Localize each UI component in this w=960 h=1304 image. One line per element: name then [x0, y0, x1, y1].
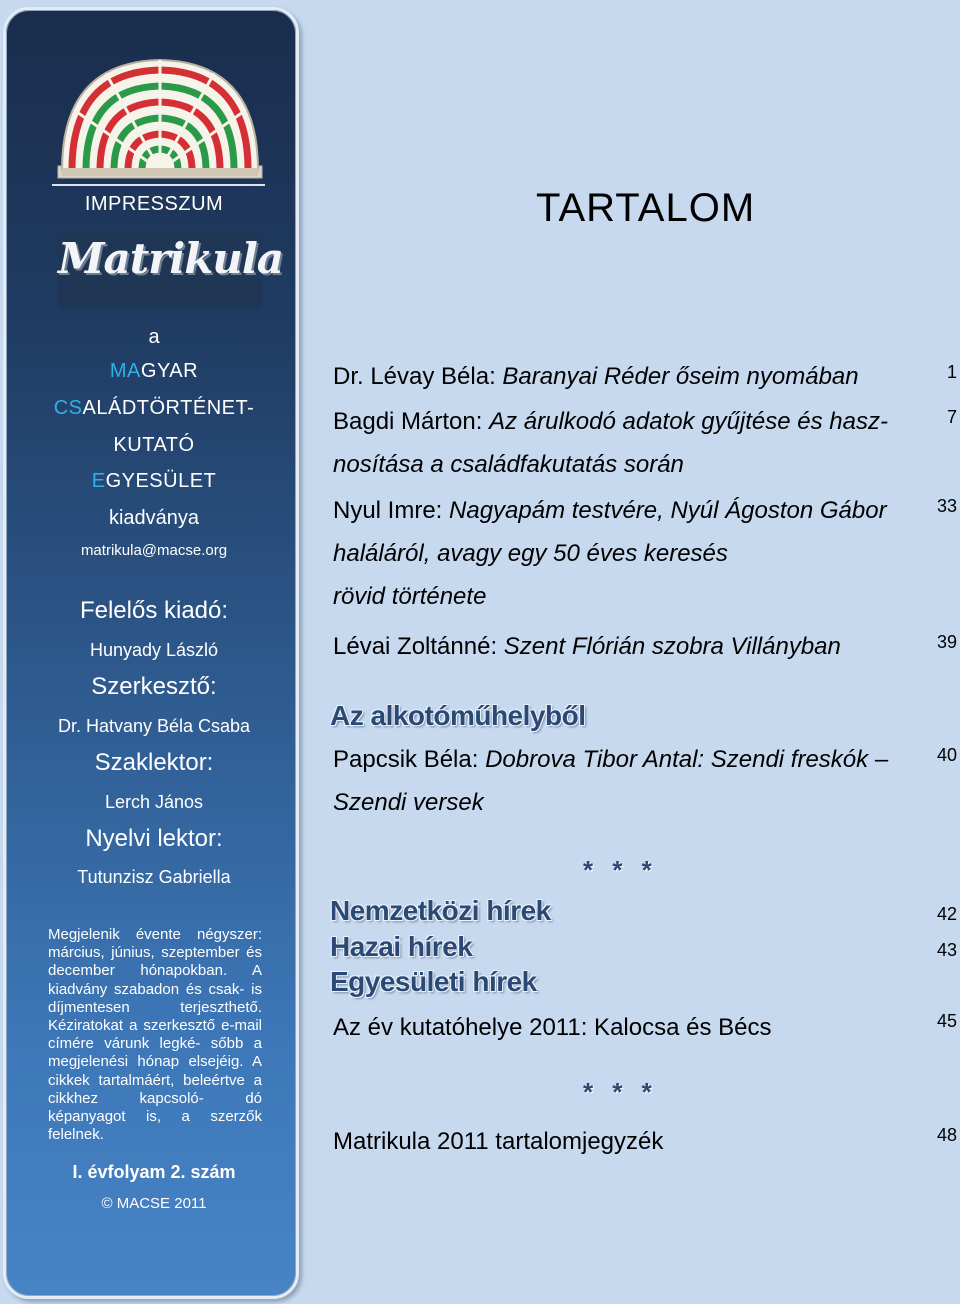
- impresszum-heading: IMPRESSZUM: [84, 193, 224, 215]
- toc-entry[interactable]: [333, 489, 913, 618]
- role-editor: Szerkesztő:: [91, 673, 217, 700]
- toc-article-title: Baranyai Réder őseim nyomában: [502, 363, 859, 390]
- toc-entry[interactable]: [333, 355, 913, 398]
- section-heading-domestic-news[interactable]: Hazai hírek: [330, 931, 473, 962]
- person-language-reviewer: Tutunzisz Gabriella: [77, 867, 231, 887]
- toc-article-title-cont: haláláról, avagy egy 50 éves keresés: [333, 540, 728, 567]
- publisher-a: a: [148, 326, 160, 348]
- section-heading-workshop: Az alkotóműhelyből: [330, 700, 586, 731]
- person-expert-reviewer: Lerch János: [104, 792, 204, 812]
- role-expert-reviewer: Szaklektor:: [94, 749, 214, 776]
- toc-title: TARTALOM: [536, 186, 756, 230]
- section-separator: * * *: [583, 855, 658, 885]
- role-publisher: Felelős kiadó:: [79, 597, 229, 624]
- toc-article-title: Szent Flórián szobra Villányban: [503, 633, 841, 660]
- person-publisher: Hunyady László: [89, 640, 219, 660]
- toc-page-number: 40: [936, 745, 957, 765]
- logo-divider: [52, 184, 265, 186]
- toc-article-title: Nagyapám testvére, Nyúl Ágoston Gábor: [449, 497, 887, 524]
- toc-page-number: 7: [946, 407, 957, 427]
- section-heading-association-news[interactable]: Egyesületi hírek: [330, 966, 537, 997]
- org-name-line4: EGYESÜLET: [91, 470, 217, 492]
- toc-entry[interactable]: [333, 625, 913, 668]
- toc-page-number: 1: [946, 362, 957, 382]
- role-language-reviewer: Nyelvi lektor:: [85, 825, 223, 852]
- toc-page-number: 42: [936, 904, 957, 924]
- copyright: © MACSE 2011: [101, 1195, 207, 1212]
- toc-entry[interactable]: [333, 738, 913, 824]
- publication-notice: Megjelenik évente négyszer: március, június, szeptember és december hónapokban. A kiadvány szabadon és csak- is díjmentesen terjeszthető. Kéziratokat a szerkesztő e-mail címére várunk legké- sőbb a megjelenési hónap elsejéig. A cikkek tartalmáért, beleértve a cikkhez kapcsoló- dó képanyagot is, a szerzők felelnek.: [48, 926, 263, 1144]
- section-heading-international-news[interactable]: Nemzetközi hírek: [330, 895, 551, 926]
- toc-article-title-cont: Szendi versek: [333, 789, 484, 816]
- toc-author: Lévai Zoltánné:: [333, 633, 498, 660]
- impressum-sidebar: [3, 7, 299, 1299]
- masthead: [58, 232, 283, 308]
- publication-label: kiadványa: [108, 507, 200, 529]
- toc-entry[interactable]: Az év kutatóhelye 2011: Kalocsa és Bécs: [333, 1014, 772, 1041]
- toc-page-number: 33: [936, 496, 957, 516]
- toc-page-number: 45: [936, 1011, 957, 1031]
- macse-logo: [54, 50, 266, 186]
- toc-article-title: Dobrova Tibor Antal: Szendi freskók –: [485, 746, 889, 773]
- toc-page-number: 48: [936, 1125, 957, 1145]
- toc-entry[interactable]: Matrikula 2011 tartalomjegyzék: [333, 1128, 664, 1155]
- toc-page-number: 43: [936, 940, 957, 960]
- toc-author: Papcsik Béla:: [333, 746, 479, 773]
- org-name-line1: MAGYAR: [109, 360, 199, 382]
- contact-email[interactable]: matrikula@macse.org: [80, 542, 228, 559]
- volume-issue: I. évfolyam 2. szám: [72, 1162, 236, 1182]
- toc-page-number: 39: [936, 632, 957, 652]
- toc-article-title-cont: rövid története: [333, 583, 487, 610]
- person-editor: Dr. Hatvany Béla Csaba: [57, 716, 251, 736]
- section-separator: * * *: [583, 1077, 658, 1107]
- toc-entry[interactable]: [333, 400, 913, 486]
- org-name-line3: KUTATÓ: [113, 434, 195, 456]
- toc-article-title-cont: nosítása a családfakutatás során: [333, 451, 684, 478]
- masthead-title: Matrikula: [58, 234, 283, 283]
- toc-author: Nyul Imre:: [333, 497, 443, 524]
- org-name-line2: CSALÁDTÖRTÉNET-: [53, 397, 255, 419]
- toc-author: Dr. Lévay Béla:: [333, 363, 496, 390]
- toc-author: Bagdi Márton:: [333, 408, 483, 435]
- toc-article-title: Az árulkodó adatok gyűjtése és hasz-: [489, 408, 888, 435]
